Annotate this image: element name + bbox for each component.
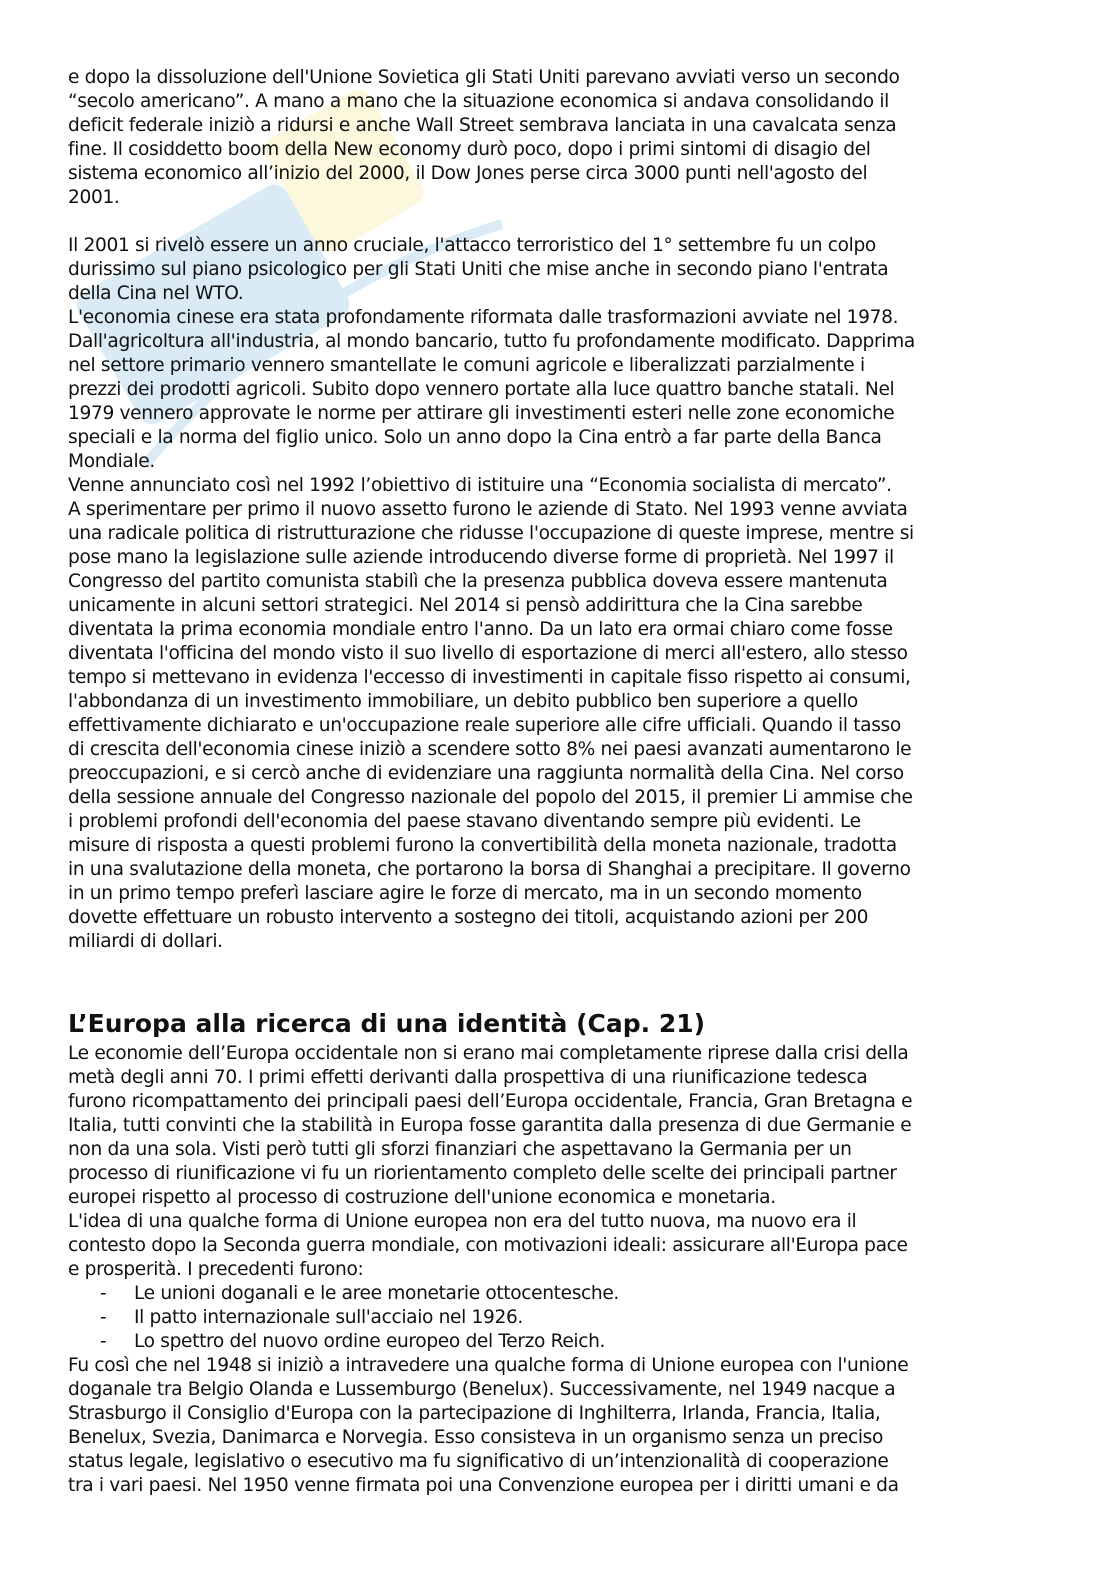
- list-bullet: -: [100, 1283, 107, 1304]
- list-item: [68, 1282, 1048, 1306]
- list-item: [68, 1330, 1048, 1354]
- paragraph-china-reforms: L'economia cinese era stata profondamente riformata dalle trasformazioni avviate nel 1978. Dall'agricoltura all'industria, al mondo bancario, tutto fu profondamente modificato. Dapprima nel settore primario vennero smantellate le comuni agricole e liberalizzati parzialmente i prezzi dei prodotti agricoli. Subito dopo vennero portate alla luce quattro banche statali. Nel 1979 vennero approvate le norme per attirare gli investimenti esteri nelle zone economiche speciali e la norma del figlio unico. Solo un anno dopo la Cina entrò a far parte della Banca Mondiale.: [68, 307, 915, 472]
- paragraph-socialist-market: Venne annunciato così nel 1992 l’obiettivo di istituire una “Economia socialista di mercato”.: [68, 475, 892, 496]
- list-item-text: Il patto internazionale sull'acciaio nel 1926.: [134, 1307, 523, 1328]
- paragraph-europe-economies: Le economie dell’Europa occidentale non si erano mai completamente riprese dalla crisi della metà degli anni 70. I primi effetti derivanti dalla prospettiva di una riunificazione tedesca furono ricompattamento dei principali paesi dell’Europa occidentale, Francia, Gran Bretagna e Italia, tutti convinti che la stabilità in Europa fosse garantita dalla presenza di due Germanie e non da una sola. Visti però tutti gli sforzi finanziari che aspettavano la Germania per un processo di riunificazione vi fu un riorientamento completo delle scelte dei principali partner europei rispetto al processo di costruzione dell'unione economica e monetaria.: [68, 1043, 913, 1208]
- section-heading-europe: L’Europa alla ricerca di una identità (Cap. 21): [68, 1009, 706, 1038]
- paragraph-2001: Il 2001 si rivelò essere un anno cruciale, l'attacco terroristico del 1° settembre fu un colpo durissimo sul piano psicologico per gli Stati Uniti che mise anche in secondo piano l'entrata della Cina nel WTO.: [68, 235, 889, 304]
- precedents-list: [68, 1282, 1048, 1354]
- list-item-text: Lo spettro del nuovo ordine europeo del Terzo Reich.: [134, 1331, 606, 1352]
- list-item: [68, 1306, 1048, 1330]
- list-item-text: Le unioni doganali e le aree monetarie ottocentesche.: [134, 1283, 619, 1304]
- list-bullet: -: [100, 1307, 107, 1328]
- paragraph-state-enterprises: A sperimentare per primo il nuovo assetto furono le aziende di Stato. Nel 1993 venne avviata una radicale politica di ristrutturazione che ridusse l'occupazione di queste imprese, mentre si pose mano la legislazione sulle aziende introducendo diverse forme di proprietà. Nel 1997 il Congresso del partito comunista stabilì che la presenza pubblica doveva essere mantenuta unicamente in alcuni settori strategici. Nel 2014 si pensò addirittura che la Cina sarebbe diventata la prima economia mondiale entro l'anno. Da un lato era ormai chiaro come fosse diventata l'officina del mondo visto il suo livello di esportazione di merci all'estero, allo stesso tempo si mettevano in evidenza l'eccesso di investimenti in capitale fisso rispetto ai consumi, l'abbondanza di un investimento immobiliare, un debito pubblico ben superiore a quello effettivamente dichiarato e un'occupazione reale superiore alle cifre ufficiali. Quando il tasso di crescita dell'economia cinese iniziò a scendere sotto 8% nei paesi avanzati aumentarono le preoccupazioni, e si cercò anche di evidenziare una raggiunta normalità della Cina. Nel corso della sessione annuale del Congresso nazionale del popolo del 2015, il premier Li ammise che i problemi profondi dell'economia del paese stavano diventando sempre più evidenti. Le misure di risposta a questi problemi furono la convertibilità della moneta nazionale, tradotta in una svalutazione della moneta, che portarono la borsa di Shanghai a precipitare. Il governo in un primo tempo preferì lasciare agire le forze di mercato, ma in un secondo momento dovette effettuare un robusto intervento a sostegno dei titoli, acquistando azioni per 200 miliardi di dollari.: [68, 499, 914, 952]
- paragraph-european-union-idea: L'idea di una qualche forma di Unione europea non era del tutto nuova, ma nuovo era il contesto dopo la Seconda guerra mondiale, con motivazioni ideali: assicurare all'Europa pace e prosperità. I precedenti furono:: [68, 1211, 908, 1280]
- paragraph-new-economy: e dopo la dissoluzione dell'Unione Sovietica gli Stati Uniti parevano avviati verso un secondo “secolo americano”. A mano a mano che la situazione economica si andava consolidando il deficit federale iniziò a ridursi e anche Wall Street sembrava lanciata in una cavalcata senza fine. Il cosiddetto boom della New economy durò poco, dopo i primi sintomi di disagio del sistema economico all’inizio del 2000, il Dow Jones perse circa 3000 punti nell'agosto del 2001.: [68, 67, 900, 208]
- list-bullet: -: [100, 1331, 107, 1352]
- document-page: [68, 66, 1048, 1498]
- paragraph-benelux: Fu così che nel 1948 si iniziò a intravedere una qualche forma di Unione europea con l'unione doganale tra Belgio Olanda e Lussemburgo (Benelux). Successivamente, nel 1949 nacque a Strasburgo il Consiglio d'Europa con la partecipazione di Inghilterra, Irlanda, Francia, Italia, Benelux, Svezia, Danimarca e Norvegia. Esso consisteva in un organismo senza un preciso status legale, legislativo o esecutivo ma fu significativo di un’intenzionalità di cooperazione tra i vari paesi. Nel 1950 venne firmata poi una Convenzione europea per i diritti umani e da: [68, 1355, 909, 1496]
